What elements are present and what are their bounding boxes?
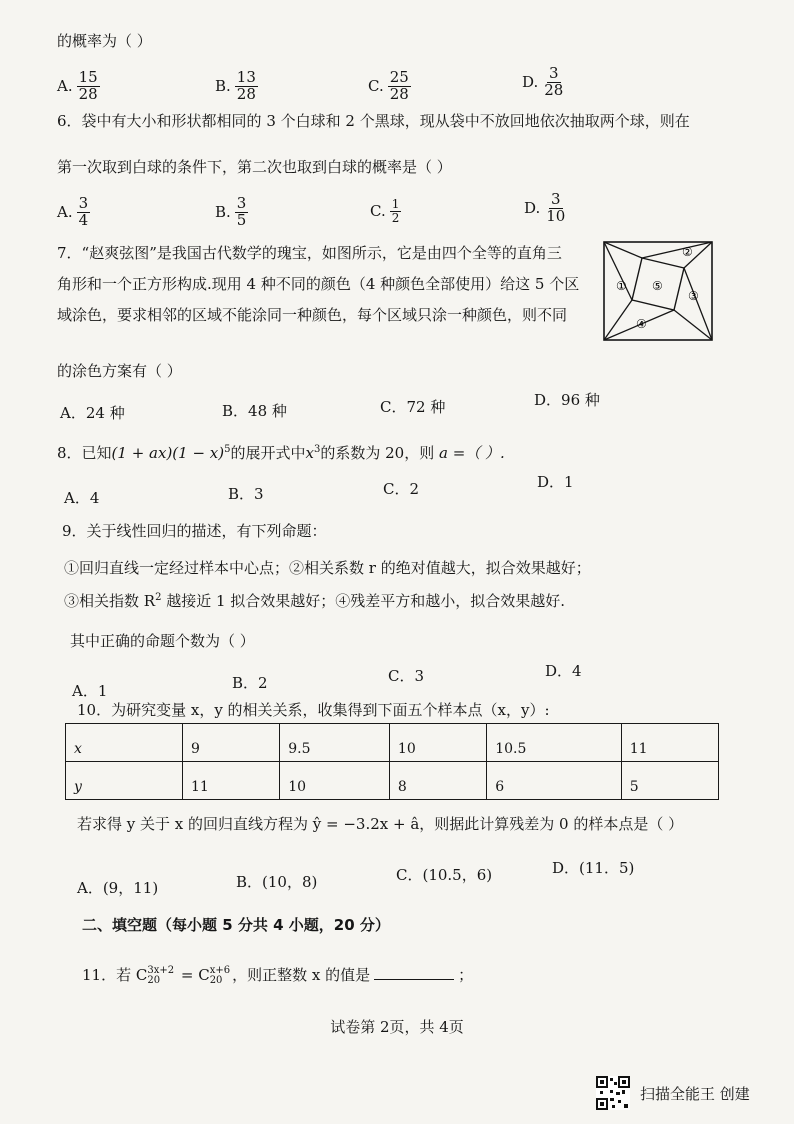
q9-option-c: C．3 xyxy=(388,667,425,685)
table-cell: 10.5 xyxy=(487,724,622,762)
table-row-y xyxy=(66,762,719,800)
table-cell: 5 xyxy=(621,762,718,800)
qr-code-icon xyxy=(596,1076,630,1110)
region-label-4: ④ xyxy=(636,317,647,331)
table-cell: 11 xyxy=(621,724,718,762)
q10-data-table xyxy=(65,723,719,800)
q10-option-a: A．(9，11) xyxy=(77,879,159,897)
q7-option-d: D．96 种 xyxy=(534,391,600,409)
q6-option-a: A. $\frac{3}{4}$ xyxy=(57,194,89,229)
table-cell: 10 xyxy=(389,724,486,762)
table-cell: 11 xyxy=(183,762,280,800)
q8-line: 8．已知$(1 + ax)(1 - x)^5$的展开式中$x^3$的系数为 20，则 a =（ ）. xyxy=(57,444,505,462)
q6-option-d: D. $\frac{3}{10}$ xyxy=(524,190,566,225)
q7-line2: 角形和一个正方形构成.现用 4 种不同的颜色（4 种颜色全部使用）给这 5 个区 xyxy=(57,275,580,293)
zhao-shuang-diagram xyxy=(602,240,714,342)
q8-option-c: C．2 xyxy=(383,480,420,498)
q9-option-a: A．1 xyxy=(72,682,108,700)
q5-option-b: B. $\frac{13}{28}$ xyxy=(215,68,256,103)
q8-option-a: A．4 xyxy=(64,489,100,507)
q10-option-c: C．(10.5，6) xyxy=(396,866,493,884)
q10-option-d: D．(11．5) xyxy=(552,859,635,877)
q10-line2: 若求得 y 关于 x 的回归直线方程为 ŷ = −3.2x + â，则据此计算残差为 0 的样本点是（ ） xyxy=(77,815,684,833)
q6-option-b: B. $\frac{3}{5}$ xyxy=(215,194,247,229)
q7-option-c: C．72 种 xyxy=(380,398,446,416)
q7-line3: 域涂色，要求相邻的区域不能涂同一种颜色，每个区域只涂一种颜色，则不同 xyxy=(57,306,568,324)
table-cell: 9.5 xyxy=(280,724,390,762)
table-cell: 10 xyxy=(280,762,390,800)
q7-line4: 的涂色方案有（ ） xyxy=(57,362,182,380)
section-heading-fill-in: 二、填空题（每小题 5 分共 4 小题，20 分） xyxy=(82,916,390,934)
q9-line3: ③相关指数 $R^2$ 越接近 1 拟合效果越好；④残差平方和越小，拟合效果越好. xyxy=(64,592,566,610)
table-row-x xyxy=(66,724,719,762)
table-cell: 8 xyxy=(389,762,486,800)
table-cell: 9 xyxy=(183,724,280,762)
table-cell: y xyxy=(66,762,183,800)
q7-line1: 7．“赵爽弦图”是我国古代数学的瑰宝，如图所示，它是由四个全等的直角三 xyxy=(57,244,562,262)
q9-line2: ①回归直线一定经过样本中心点；②相关系数 r 的绝对值越大，拟合效果越好； xyxy=(64,559,591,577)
q9-option-d: D．4 xyxy=(545,662,582,680)
page-footer: 试卷第 2页，共 4页 xyxy=(330,1018,464,1036)
q6-line2: 第一次取到白球的条件下，第二次也取到白球的概率是（ ） xyxy=(57,158,452,176)
q6-line1: 6．袋中有大小和形状都相同的 3 个白球和 2 个黑球，现从袋中不放回地依次抽取两个球，则在 xyxy=(57,112,690,130)
q10-line1: 10．为研究变量 x，y 的相关关系，收集得到下面五个样本点（x，y）: xyxy=(77,701,550,719)
q6-option-c: C. $\frac{1}{2}$ xyxy=(370,197,400,225)
q10-option-b: B．(10，8) xyxy=(236,873,318,891)
region-label-5: ⑤ xyxy=(652,279,663,293)
q5-option-c: C. $\frac{25}{28}$ xyxy=(368,68,409,103)
region-label-3: ③ xyxy=(688,289,699,303)
q5-option-d: D. $\frac{3}{28}$ xyxy=(522,64,564,99)
region-label-2: ② xyxy=(682,245,693,259)
q9-option-b: B．2 xyxy=(232,674,268,692)
q5-option-a: A. $\frac{15}{28}$ xyxy=(57,68,98,103)
q11-line: 11．若 C 3x+2 20 = C x+6 20 ，则正整数 x 的值是 ； xyxy=(82,965,474,986)
table-cell: x xyxy=(66,724,183,762)
q9-line4: 其中正确的命题个数为（ ） xyxy=(70,632,255,650)
intro-line: 的概率为（ ） xyxy=(57,32,152,50)
q7-option-b: B．48 种 xyxy=(222,402,287,420)
table-cell: 6 xyxy=(487,762,622,800)
q8-option-b: B．3 xyxy=(228,485,264,503)
q7-option-a: A．24 种 xyxy=(60,404,125,422)
watermark-text: 扫描全能王 创建 xyxy=(640,1085,750,1103)
q9-line1: 9．关于线性回归的描述，有下列命题： xyxy=(62,522,327,540)
answer-blank[interactable] xyxy=(374,979,454,980)
q8-expression: (1 + ax)(1 − x) xyxy=(111,444,225,462)
region-label-1: ① xyxy=(616,279,627,293)
q8-option-d: D．1 xyxy=(537,473,574,491)
